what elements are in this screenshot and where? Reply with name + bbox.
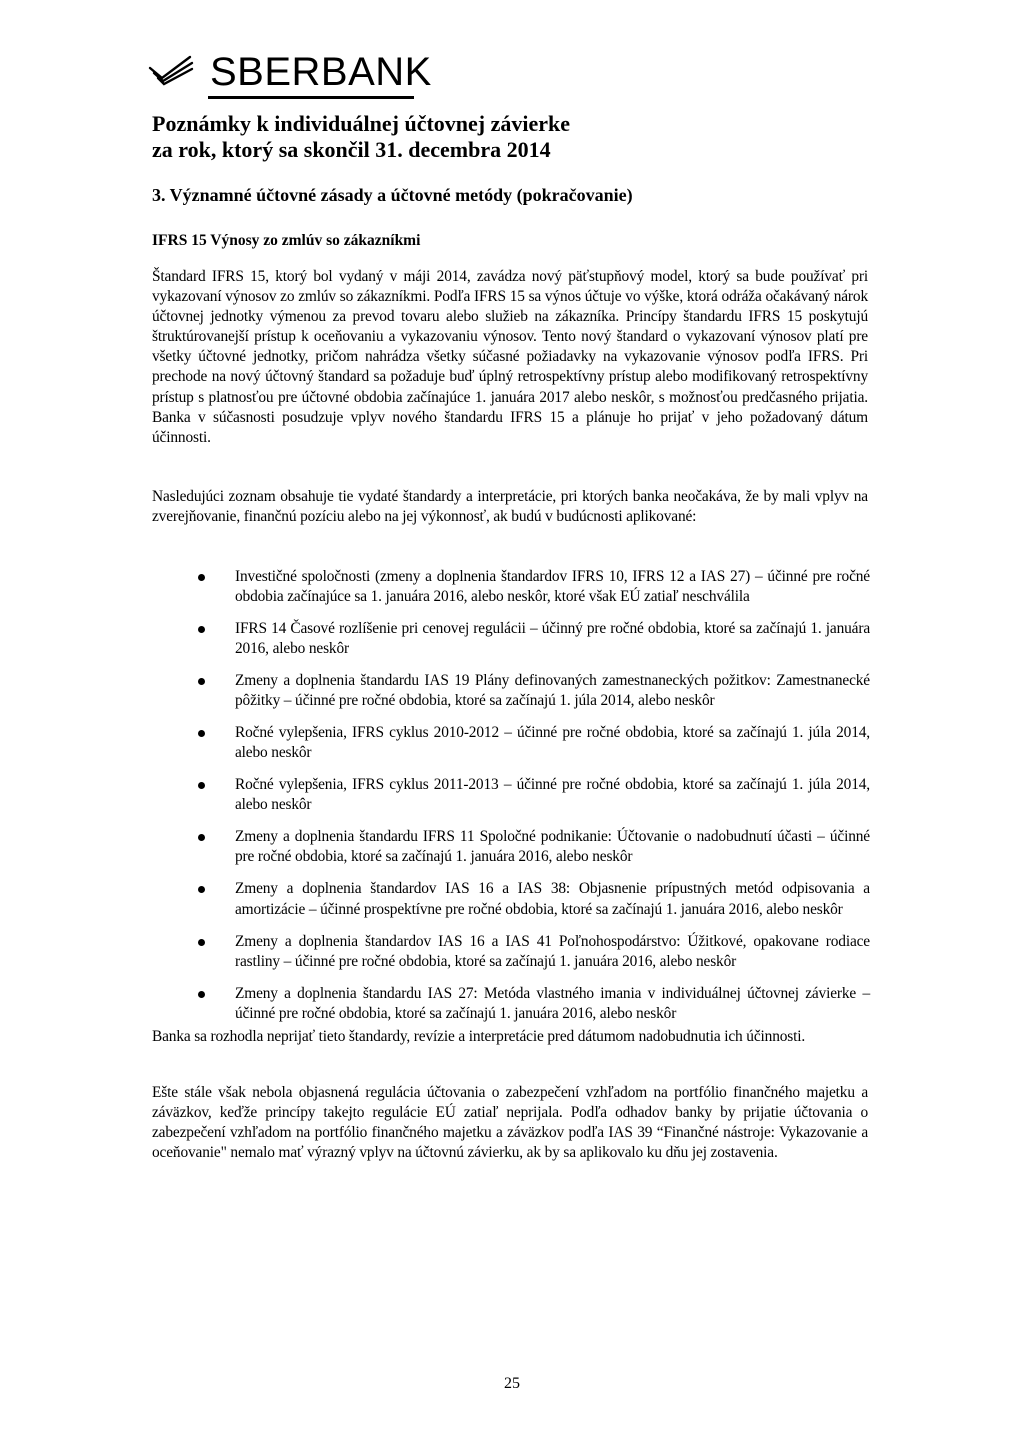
brand-name: SBERBANK: [210, 50, 432, 94]
bullet-icon: [198, 574, 205, 581]
sberbank-logo: [148, 52, 432, 92]
list-item: [198, 567, 870, 607]
bullet-icon: [198, 939, 205, 946]
list-item-text: Investičné spoločnosti (zmeny a doplnenia štandardov IFRS 10, IFRS 12 a IAS 27) – účinné pre ročné obdobia začínajúce sa 1. januára 2016, alebo neskôr, ktoré však EÚ zatiaľ neschválila: [235, 568, 870, 606]
list-item-text: Zmeny a doplnenia štandardu IAS 27: Metóda vlastného imania v individuálnej účtovnej závierke – účinné pre ročné obdobia, ktoré sa začínajú 1. januára 2016, alebo neskôr: [235, 984, 870, 1022]
bullet-icon: [198, 991, 205, 998]
page-number: 25: [504, 1375, 520, 1392]
list-item: [198, 723, 870, 763]
sberbank-checkmark-icon: [148, 54, 194, 92]
logo-underline: [208, 96, 414, 99]
list-item-text: Zmeny a doplnenia štandardu IAS 19 Plány definovaných zamestnaneckých požitkov: Zamestnanecké pôžitky – účinné pre ročné obdobia, ktoré sa začínajú 1. júla 2014, alebo neskôr: [235, 672, 870, 710]
list-item: [198, 827, 870, 867]
bullet-icon: [198, 626, 205, 633]
ifrs15-subheading: IFRS 15 Výnosy zo zmlúv so zákazníkmi: [152, 232, 421, 249]
standards-intro-paragraph: Nasledujúci zoznam obsahuje tie vydaté štandardy a interpretácie, pri ktorých banka neočakáva, že by mali vplyv na zverejňovanie, finančnú pozíciu alebo na jej výkonnosť, ak budú v budúcnosti aplikované:: [152, 488, 868, 526]
bullet-icon: [198, 886, 205, 893]
list-item: [198, 932, 870, 972]
bullet-icon: [198, 782, 205, 789]
list-item: [198, 671, 870, 711]
bullet-icon: [198, 678, 205, 685]
list-item-text: Zmeny a doplnenia štandardov IAS 16 a IAS 41 Poľnohospodárstvo: Úžitkové, opakovane rodiace rastliny – účinné pre ročné obdobia, ktoré sa začínajú 1. januára 2016, alebo neskôr: [235, 932, 870, 970]
list-item-text: Zmeny a doplnenia štandardov IAS 16 a IAS 38: Objasnenie prípustných metód odpisovania a amortizácie – účinné prospektívne pre ročné obdobia, ktoré sa začínajú 1. januára 2016, alebo neskôr: [235, 880, 870, 918]
list-item-text: Ročné vylepšenia, IFRS cyklus 2010-2012 – účinné pre ročné obdobia, ktoré sa začínajú 1. júla 2014, alebo neskôr: [235, 724, 870, 762]
list-item-text: Zmeny a doplnenia štandardu IFRS 11 Spoločné podnikanie: Účtovanie o nadobudnutí účasti – účinné pre ročné obdobia, ktoré sa začínajú 1. januára 2016, alebo neskôr: [235, 828, 870, 866]
standards-list: [198, 567, 870, 1036]
section-heading: 3. Významné účtovné zásady a účtovné metódy (pokračovanie): [152, 185, 633, 205]
hedge-accounting-paragraph: Ešte stále však nebola objasnená regulácia účtovania o zabezpečení vzhľadom na portfólio finančného majetku a záväzkov, keďže princípy takejto regulácie EÚ zatiaľ neprijala. Podľa odhadov banky by prijatie účtovania o zabezpečení vzhľadom na portfólio finančného majetku a záväzkov podľa IAS 39 “Finančné nástroje: Vykazovanie a oceňovanie" nemalo mať výrazný vplyv na účtovnú závierku, ak by sa aplikovalo ku dňu jej zostavenia.: [152, 1084, 868, 1162]
list-item: [198, 984, 870, 1024]
list-item: [198, 879, 870, 919]
document-title: [152, 111, 570, 163]
ifrs15-paragraph: Štandard IFRS 15, ktorý bol vydaný v máji 2014, zavádza nový päťstupňový model, ktorý sa bude používať pri vykazovaní výnosov zo zmlúv so zákazníkmi. Podľa IFRS 15 sa výnos účtuje vo výške, ktorá odráža očakávaný nárok účtovnej jednotky výmenou za prevod tovaru alebo služieb na zákazníka. Princípy štandardu IFRS 15 poskytujú štruktúrovanejší prístup k oceňovaniu a vykazovaniu výnosov. Tento nový štandard o vykazovaní výnosov platí pre všetky účtovné jednotky, pričom nahrádza všetky súčasné požiadavky na vykazovanie výnosov podľa IFRS. Pri prechode na nový účtovný štandard sa požaduje buď úplný retrospektívny prístup alebo modifikovaný retrospektívny prístup s platnosťou pre účtovné obdobia začínajúce 1. januára 2017 alebo neskôr, s možnosťou predčasného prijatia. Banka v súčasnosti posudzuje vplyv nového štandardu IFRS 15 a plánuje ho prijať v jeho požadovaný dátum účinnosti.: [152, 268, 868, 446]
bullet-icon: [198, 834, 205, 841]
list-item: [198, 775, 870, 815]
bullet-icon: [198, 730, 205, 737]
title-line-1: Poznámky k individuálnej účtovnej závierke: [152, 111, 571, 136]
decision-paragraph: Banka sa rozhodla neprijať tieto štandardy, revízie a interpretácie pred dátumom nadobudnutia ich účinnosti.: [152, 1028, 806, 1045]
title-line-2: za rok, ktorý sa skončil 31. decembra 2014: [152, 137, 551, 162]
list-item-text: IFRS 14 Časové rozlíšenie pri cenovej regulácii – účinný pre ročné obdobia, ktoré sa začínajú 1. januára 2016, alebo neskôr: [235, 620, 870, 658]
list-item: [198, 619, 870, 659]
list-item-text: Ročné vylepšenia, IFRS cyklus 2011-2013 – účinné pre ročné obdobia, ktoré sa začínajú 1. júla 2014, alebo neskôr: [235, 776, 870, 814]
